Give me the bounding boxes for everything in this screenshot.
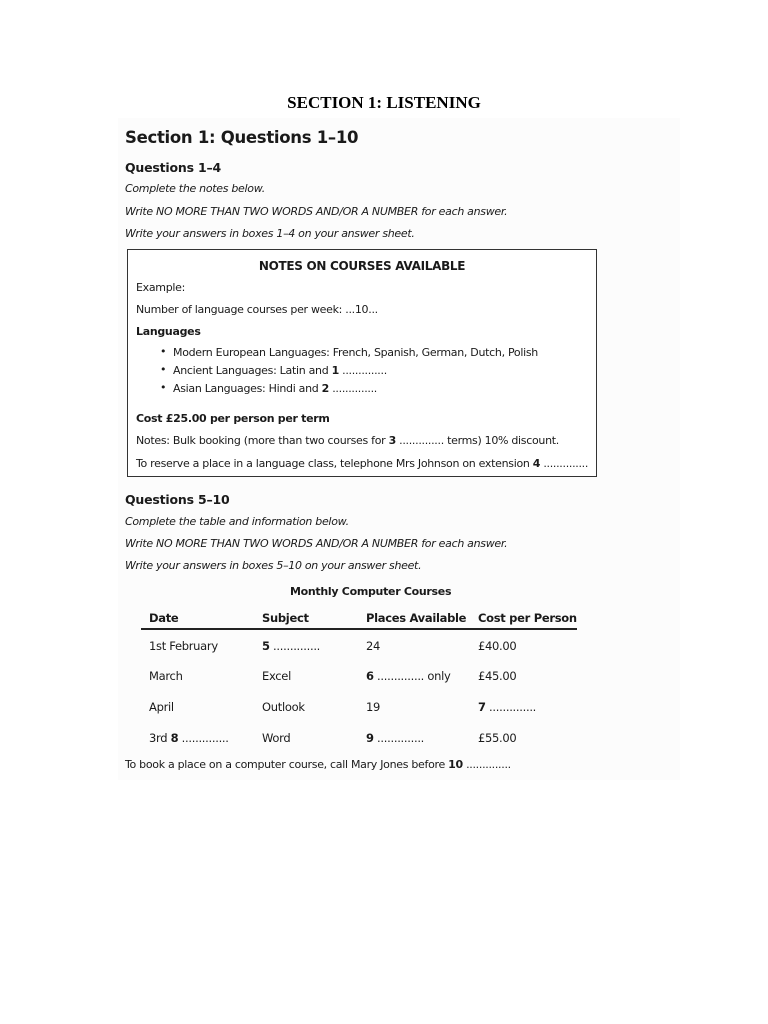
languages-heading: Languages: [136, 325, 201, 338]
table-cell: 6 .............. only: [366, 669, 451, 683]
column-header: Places Available: [366, 611, 467, 625]
table-cell: Excel: [262, 669, 291, 683]
questions-1-4-heading: Questions 1–4: [125, 160, 222, 175]
table-cell: 19: [366, 700, 381, 714]
cost-heading: Cost £25.00 per person per term: [136, 412, 330, 425]
notes-title: NOTES ON COURSES AVAILABLE: [258, 259, 466, 273]
table-header-rule: [141, 628, 577, 630]
table-cell: 7 ..............: [478, 700, 537, 714]
instruction-line: Write NO MORE THAN TWO WORDS AND/OR A NUMBER for each answer.: [125, 205, 508, 218]
notes-line: Notes: Bulk booking (more than two courses for 3 .............. terms) 10% discount.: [136, 434, 559, 447]
bullet-icon: •: [160, 381, 167, 394]
instruction-line: Write your answers in boxes 1–4 on your answer sheet.: [125, 227, 415, 240]
reserve-line: To reserve a place in a language class, telephone Mrs Johnson on extension 4 ..............: [136, 457, 589, 470]
example-label: Example:: [136, 281, 186, 294]
table-cell: 24: [366, 639, 381, 653]
column-header: Cost per Person: [478, 611, 577, 625]
language-item: Ancient Languages: Latin and 1 ..............: [173, 364, 387, 377]
instruction-line: Complete the notes below.: [125, 182, 265, 195]
table-cell: 1st February: [149, 639, 218, 653]
column-header: Date: [149, 611, 179, 625]
instruction-line: Complete the table and information below.: [125, 515, 349, 528]
bullet-icon: •: [160, 363, 167, 376]
table-cell: Word: [262, 731, 291, 745]
table-cell: 9 ..............: [366, 731, 425, 745]
bullet-icon: •: [160, 345, 167, 358]
language-item: Asian Languages: Hindi and 2 ..............: [173, 382, 377, 395]
footer-line: To book a place on a computer course, call Mary Jones before 10 ..............: [125, 758, 511, 771]
language-item: Modern European Languages: French, Spanish, German, Dutch, Polish: [173, 346, 538, 359]
section-heading: Section 1: Questions 1–10: [125, 128, 359, 147]
example-line: Number of language courses per week: ...10...: [136, 303, 378, 316]
table-cell: 3rd 8 ..............: [149, 731, 229, 745]
table-title: Monthly Computer Courses: [290, 585, 452, 598]
column-header: Subject: [262, 611, 309, 625]
table-cell: 5 ..............: [262, 639, 321, 653]
table-cell: April: [149, 700, 174, 714]
instruction-line: Write NO MORE THAN TWO WORDS AND/OR A NUMBER for each answer.: [125, 537, 508, 550]
notes-box: [127, 249, 597, 477]
page-title: SECTION 1: LISTENING: [287, 93, 481, 112]
table-cell: Outlook: [262, 700, 305, 714]
table-cell: March: [149, 669, 183, 683]
exam-section-scan: [118, 118, 680, 780]
instruction-line: Write your answers in boxes 5–10 on your answer sheet.: [125, 559, 422, 572]
table-cell: £40.00: [478, 639, 517, 653]
table-cell: £45.00: [478, 669, 517, 683]
questions-5-10-heading: Questions 5–10: [125, 492, 230, 507]
table-cell: £55.00: [478, 731, 517, 745]
